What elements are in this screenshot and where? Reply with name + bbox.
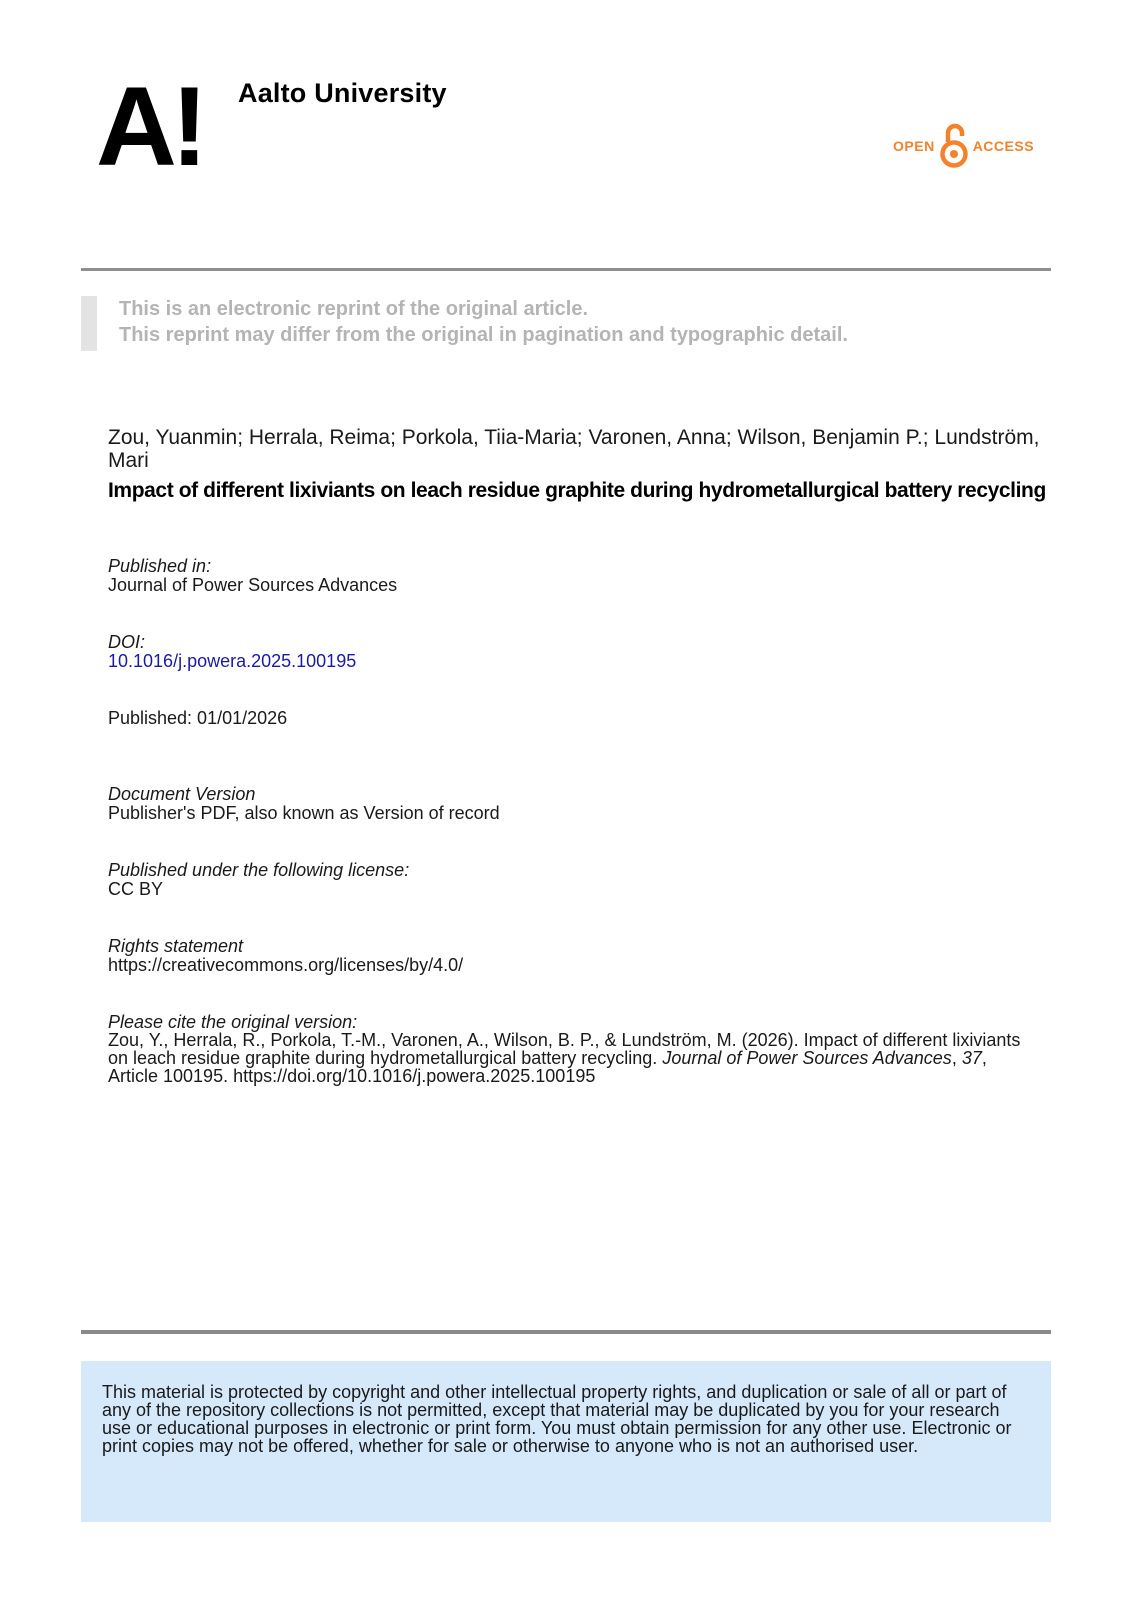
article-title: Impact of different lixiviants on leach residue graphite during hydrometallurgical battery recycling xyxy=(108,479,1046,502)
doi-label: DOI: xyxy=(108,632,146,652)
doi-link[interactable]: 10.1016/j.powera.2025.100195 xyxy=(108,651,357,671)
open-lock-icon xyxy=(939,122,969,170)
license-value: CC BY xyxy=(108,879,164,899)
university-name: Aalto University xyxy=(238,78,447,108)
top-divider xyxy=(81,268,1051,271)
bottom-divider xyxy=(81,1330,1051,1334)
published-in-label: Published in: xyxy=(108,556,212,576)
copyright-notice-text: This material is protected by copyright and other intellectual property rights, and duplication or sale of all or part of any of the repository collections is not permitted, except that material may be duplicated by you for your research use or educational purposes in electronic or print form. You must obtain permission for any other use. Electronic or print copies may not be offered, whether for sale or otherwise to anyone who is not an authorised user. xyxy=(102,1382,1012,1456)
license-label: Published under the following license: xyxy=(108,860,410,880)
reprint-banner-bar xyxy=(81,296,97,351)
document-version-value: Publisher's PDF, also known as Version of record xyxy=(108,803,500,823)
reprint-notice-line2: This reprint may differ from the original in pagination and typographic detail. xyxy=(119,324,848,346)
citation-separator: , xyxy=(951,1048,962,1068)
aalto-logo-mark: A! xyxy=(96,64,203,189)
authors: Zou, Yuanmin; Herrala, Reima; Porkola, Tiia-Maria; Varonen, Anna; Wilson, Benjamin P.; Lundström, Mari xyxy=(108,426,1040,472)
published-date: Published: 01/01/2026 xyxy=(108,708,288,728)
open-access-badge xyxy=(893,122,1034,170)
document-version-label: Document Version xyxy=(108,784,256,804)
citation-volume: 37 xyxy=(961,1048,982,1068)
citation-article-doi: , Article 100195. https://doi.org/10.1016/j.powera.2025.100195 xyxy=(108,1048,987,1086)
published-in-value: Journal of Power Sources Advances xyxy=(108,575,398,595)
citation-journal: Journal of Power Sources Advances xyxy=(662,1048,952,1068)
citation xyxy=(108,1031,1038,1085)
citation-text: Zou, Y., Herrala, R., Porkola, T.-M., Varonen, A., Wilson, B. P., & Lundström, M. (2026). Impact of different lixiviants on leach residue graphite during hydrometallurgical battery recycling. xyxy=(108,1030,1021,1068)
cite-label: Please cite the original version: xyxy=(108,1012,358,1032)
rights-statement-label: Rights statement xyxy=(108,936,244,956)
rights-statement-value[interactable]: https://creativecommons.org/licenses/by/4.0/ xyxy=(108,955,464,975)
open-access-left-text: OPEN xyxy=(893,138,935,154)
reprint-notice-line1: This is an electronic reprint of the original article. xyxy=(119,298,588,320)
open-access-right-text: ACCESS xyxy=(972,138,1035,154)
